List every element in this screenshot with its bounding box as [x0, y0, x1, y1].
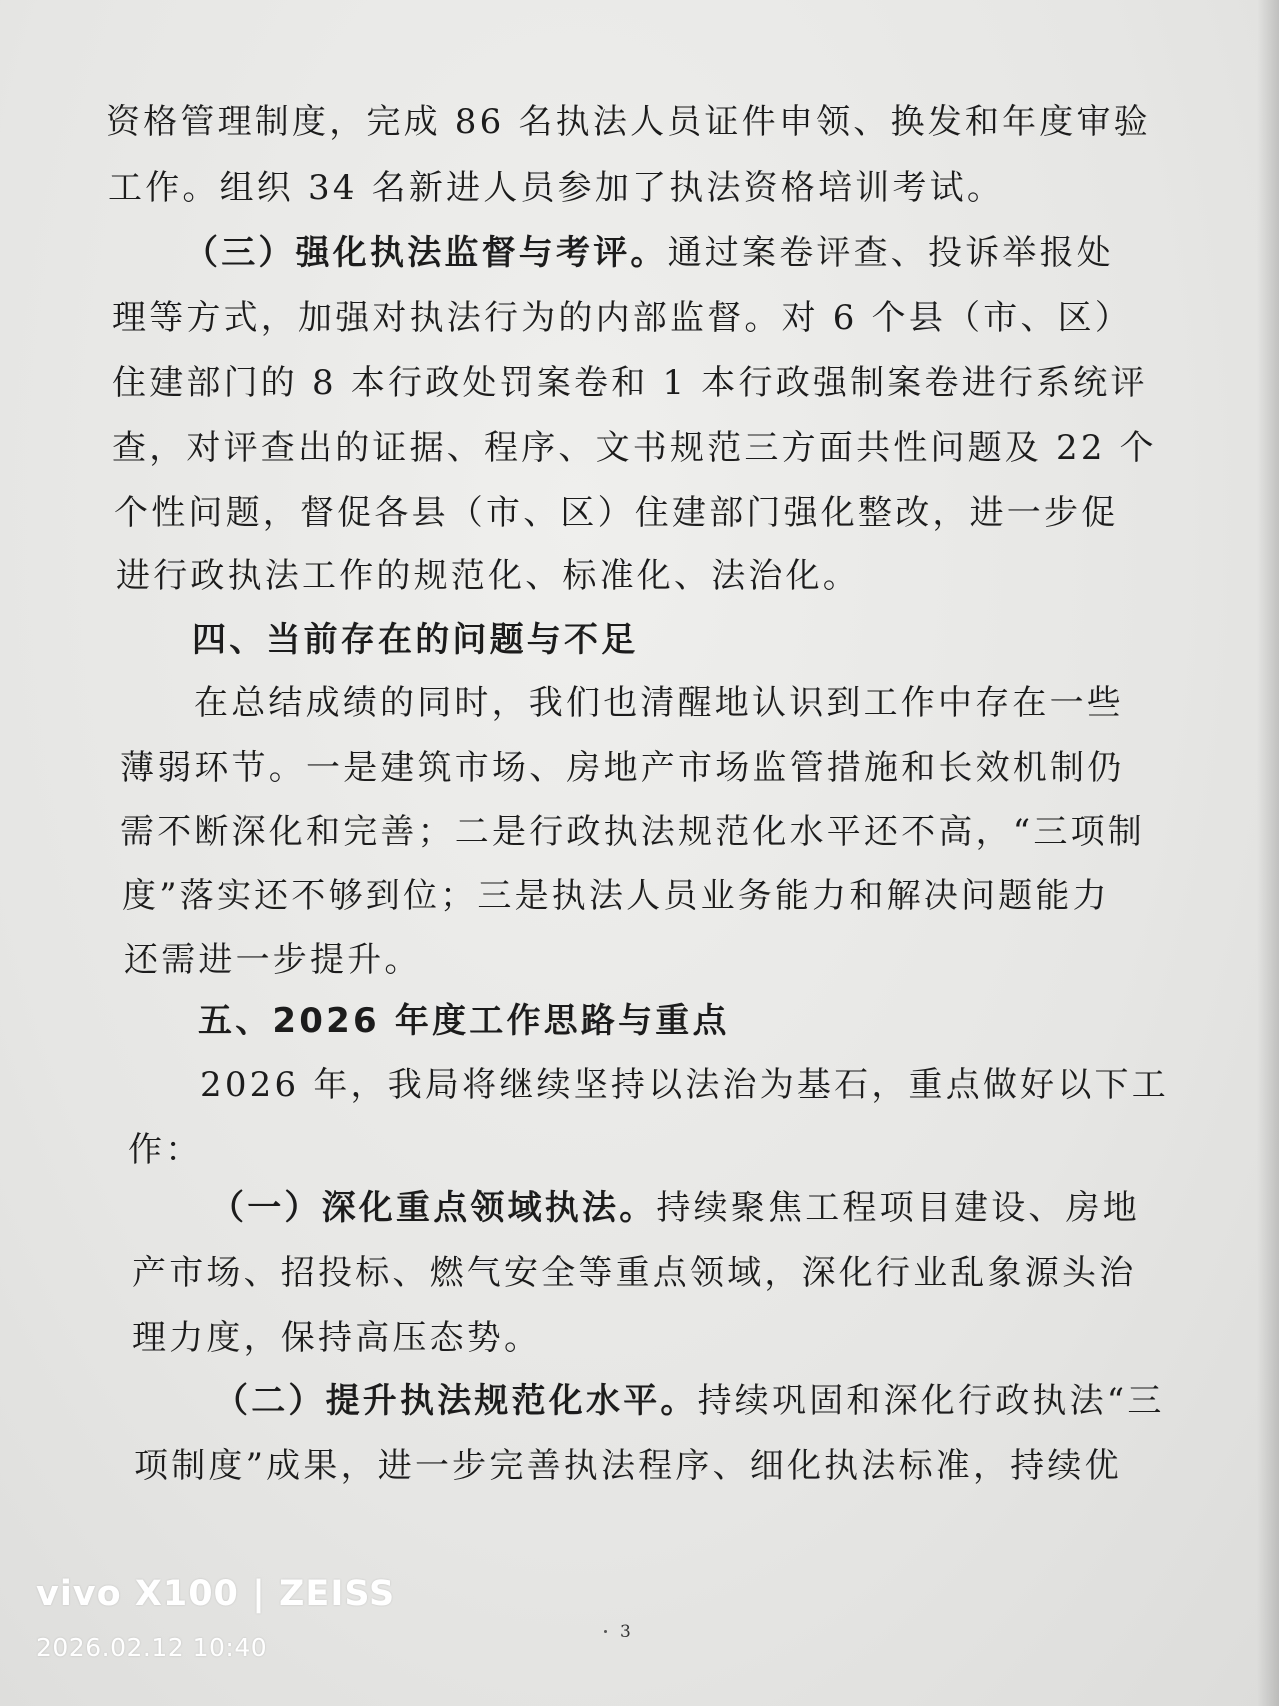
text-line: 住建部门的 8 本行政处罚案卷和 1 本行政强制案卷进行系统评 [112, 363, 1148, 403]
text-line: 理等方式，加强对执法行为的内部监督。对 6 个县（市、区） [112, 298, 1133, 338]
camera-watermark-datetime: 2026.02.12 10:40 [36, 1633, 268, 1662]
text-line: 度”落实还不够到位；三是执法人员业务能力和解决问题能力 [122, 876, 1110, 916]
page-edge-shadow [1257, 0, 1279, 1706]
text-line: 理力度，保持高压态势。 [132, 1318, 542, 1358]
text-line: 查，对评查出的证据、程序、文书规范三方面共性问题及 22 个 [112, 428, 1157, 468]
text-line: 2026 年，我局将继续坚持以法治为基石，重点做好以下工 [200, 1065, 1169, 1105]
text-line: 产市场、招投标、燃气安全等重点领域，深化行业乱象源头治 [132, 1253, 1137, 1293]
text-line: 项制度”成果，进一步完善执法程序、细化执法标准，持续优 [134, 1446, 1122, 1486]
camera-watermark-brand: vivo X100 | ZEISS [36, 1574, 396, 1614]
paragraph-5-1-first-line [210, 1180, 1140, 1229]
paragraph-5-1-text: 持续聚焦工程项目建设、房地 [656, 1188, 1141, 1228]
text-line: 作： [128, 1130, 203, 1170]
text-line: 资格管理制度，完成 86 名执法人员证件申领、换发和年度审验 [106, 102, 1151, 142]
text-line: 个性问题，督促各县（市、区）住建部门强化整改，进一步促 [114, 493, 1119, 533]
paragraph-3-bold-heading: （三）强化执法监督与考评。 [184, 233, 668, 273]
section-heading-4: 四、当前存在的问题与不足 [192, 620, 639, 660]
paragraph-5-1-bold-heading: （一）深化重点领域执法。 [210, 1188, 657, 1228]
paragraph-3-text: 通过案卷评查、投诉举报处 [667, 233, 1115, 273]
paragraph-3-first-line [184, 225, 1114, 274]
paragraph-5-2-first-line [214, 1373, 1165, 1422]
text-line: 需不断深化和完善；二是行政执法规范化水平还不高，“三项制 [120, 812, 1145, 852]
text-line: 薄弱环节。一是建筑市场、房地产市场监管措施和长效机制仍 [120, 748, 1125, 788]
text-line: 工作。组织 34 名新进人员参加了执法资格培训考试。 [108, 168, 1005, 208]
page-number-dot [604, 1630, 607, 1633]
text-line: 还需进一步提升。 [124, 940, 422, 980]
text-line: 在总结成绩的同时，我们也清醒地认识到工作中存在一些 [194, 683, 1124, 723]
paragraph-5-2-text: 持续巩固和深化行政执法“三 [697, 1381, 1165, 1421]
section-heading-5: 五、2026 年度工作思路与重点 [198, 1001, 730, 1041]
page-number: 3 [620, 1622, 631, 1642]
paragraph-5-2-bold-heading: （二）提升执法规范化水平。 [214, 1381, 698, 1421]
text-line: 进行政执法工作的规范化、标准化、法治化。 [116, 556, 860, 596]
